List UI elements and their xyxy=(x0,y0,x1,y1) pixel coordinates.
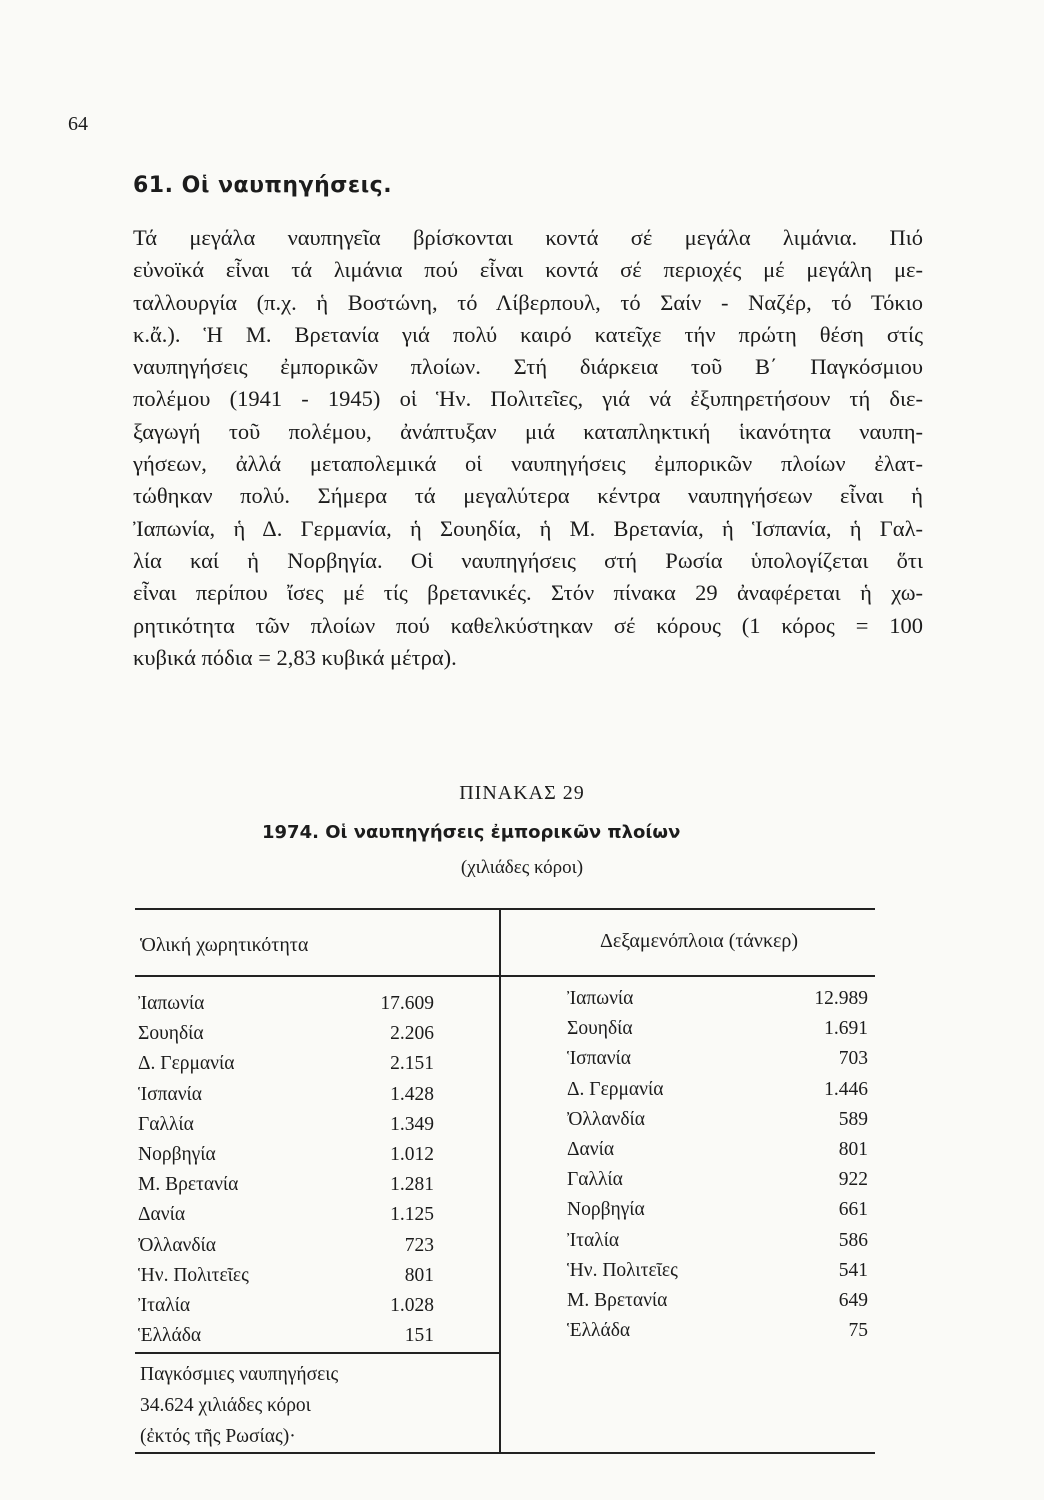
body-line: κυβικά πόδια = 2,83 κυβικά μέτρα). xyxy=(133,644,457,670)
section-title: 61. Οἱ ναυπηγήσεις. xyxy=(133,173,393,198)
table-cell-country: Ἰαπωνία xyxy=(138,993,205,1014)
table-cell-country: Ἡν. Πολιτεῖες xyxy=(138,1264,249,1286)
table-cell-value: 801 xyxy=(404,1264,434,1286)
table-cell-value: 1.349 xyxy=(390,1113,434,1135)
body-line: ταλλουργία (π.χ. ἡ Βοστώνη, τό Λίβερπουλ, τό Σαίν - Ναζέρ, τό Τόκιο xyxy=(133,289,923,315)
table-top-rule xyxy=(135,908,875,910)
table-cell-value: 1.691 xyxy=(824,1018,868,1040)
table-cell-value: 649 xyxy=(838,1290,868,1311)
table-cell-value: 703 xyxy=(838,1048,868,1070)
footer-line: 34.624 χιλιάδες κόροι xyxy=(140,1395,311,1416)
table-cell-country: Νορβηγία xyxy=(138,1144,216,1165)
table-cell-value: 541 xyxy=(838,1259,868,1281)
body-line: εἶναι περίπου ἴσες μέ τίς βρετανικές. Στόν πίνακα 29 ἀναφέρεται ἡ χω- xyxy=(133,580,923,606)
body-line: τώθηκαν πολύ. Σήμερα τά μεγαλύτερα κέντρα ναυπηγήσεων εἶναι ἡ xyxy=(133,483,923,509)
table-cell-country: Μ. Βρετανία xyxy=(567,1290,668,1311)
footer-line: (ἐκτός τῆς Ρωσίας)· xyxy=(140,1426,296,1447)
body-line: ρητικότητα τῶν πλοίων πού καθελκύστηκαν σέ κόρους (1 κόρος = 100 xyxy=(133,612,923,638)
table-cell-country: Δανία xyxy=(138,1204,186,1226)
table-bottom-rule xyxy=(135,1452,875,1454)
body-line: ναυπηγήσεις ἐμπορικῶν πλοίων. Στή διάρκεια τοῦ Β΄ Παγκόσμιου xyxy=(133,354,923,380)
table-cell-value: 1.446 xyxy=(824,1078,868,1100)
table-title: 1974. Οἱ ναυπηγήσεις ἐμπορικῶν πλοίων xyxy=(262,822,681,843)
table-cell-country: Ἰταλία xyxy=(567,1229,620,1251)
table-cell-value: 17.609 xyxy=(380,993,434,1014)
table-cell-country: Ἑλλάδα xyxy=(567,1320,631,1342)
table-cell-country: Γαλλία xyxy=(138,1113,194,1135)
table-header-rule xyxy=(135,975,875,977)
body-line: Τά μεγάλα ναυπηγεῖα βρίσκονται κοντά σέ μεγάλα λιμάνια. Πιό xyxy=(133,225,923,250)
body-line: λία καί ἡ Νορβηγία. Οἱ ναυπηγήσεις στή Ρωσία ὑπολογίζεται ὅτι xyxy=(133,547,923,573)
footer-line: Παγκόσμιες ναυπηγήσεις xyxy=(140,1364,339,1385)
table-cell-value: 922 xyxy=(838,1169,868,1191)
body-line: ξαγωγή τοῦ πολέμου, ἀνάπτυξαν μιά καταπληκτική ἱκανότητα ναυπη- xyxy=(133,418,923,444)
table-cell-country: Σουηδία xyxy=(138,1023,204,1045)
body-line: πολέμου (1941 - 1945) οἱ Ἡν. Πολιτεῖες, γιά νά ἐξυπηρετήσουν τή διε- xyxy=(133,386,923,412)
table-label: ΠΙΝΑΚΑΣ 29 xyxy=(459,782,585,804)
body-line: κ.ἄ.). Ἡ Μ. Βρετανία γιά πολύ καιρό κατεῖχε τήν πρώτη θέση στίς xyxy=(133,321,923,347)
table-column-divider xyxy=(499,908,501,1453)
table-cell-country: Δ. Γερμανία xyxy=(567,1078,664,1100)
table-cell-country: Ἑλλάδα xyxy=(138,1325,202,1347)
table-cell-country: Ἰταλία xyxy=(138,1295,191,1316)
table-cell-value: 75 xyxy=(848,1320,868,1342)
table-cell-value: 2.206 xyxy=(390,1023,434,1045)
table-cell-value: 1.125 xyxy=(390,1204,434,1226)
table-cell-value: 2.151 xyxy=(390,1053,434,1075)
left-column-header: Ὁλική χωρητικότητα xyxy=(140,934,309,956)
page-number: 64 xyxy=(68,113,88,135)
table-cell-country: Ἡν. Πολιτεῖες xyxy=(567,1259,678,1281)
table-cell-country: Ἰαπωνία xyxy=(567,988,634,1009)
table-cell-country: Ἱσπανία xyxy=(567,1048,632,1070)
table-cell-country: Γαλλία xyxy=(567,1169,623,1191)
table-cell-value: 12.989 xyxy=(814,988,868,1009)
table-cell-value: 1.281 xyxy=(390,1174,434,1196)
table-cell-country: Σουηδία xyxy=(567,1018,633,1040)
table-cell-value: 151 xyxy=(404,1325,434,1347)
body-line: Ἰαπωνία, ἡ Δ. Γερμανία, ἡ Σουηδία, ἡ Μ. Βρετανία, ἡ Ἱσπανία, ἡ Γαλ- xyxy=(133,515,923,541)
table-cell-country: Ἱσπανία xyxy=(138,1083,203,1105)
table-subtitle: (χιλιάδες κόροι) xyxy=(460,857,584,878)
table-cell-value: 723 xyxy=(404,1234,434,1256)
body-line: εὐνοϊκά εἶναι τά λιμάνια πού εἶναι κοντά σέ περιοχές μέ μεγάλη με- xyxy=(133,257,923,283)
table-cell-country: Ὀλλανδία xyxy=(138,1234,217,1256)
table-cell-value: 661 xyxy=(838,1199,868,1221)
table-footer-note xyxy=(140,1359,338,1452)
table-cell-value: 1.428 xyxy=(390,1083,434,1105)
table-cell-country: Δ. Γερμανία xyxy=(138,1053,235,1075)
table-cell-country: Νορβηγία xyxy=(567,1199,645,1221)
table-cell-value: 586 xyxy=(838,1229,868,1251)
table-cell-value: 1.012 xyxy=(390,1144,434,1165)
table-cell-country: Μ. Βρετανία xyxy=(138,1174,239,1196)
body-paragraph xyxy=(133,222,923,674)
table-cell-country: Δανία xyxy=(567,1139,615,1160)
table-cell-value: 589 xyxy=(838,1108,868,1130)
table-cell-country: Ὀλλανδία xyxy=(567,1108,646,1130)
table-cell-value: 1.028 xyxy=(390,1295,434,1316)
table-footer-rule xyxy=(135,1352,500,1354)
right-column-header: Δεξαμενόπλοια (τάνκερ) xyxy=(600,930,799,952)
body-line: γήσεων, ἀλλά μεταπολεμικά οἱ ναυπηγήσεις ἐμπορικῶν πλοίων ἐλατ- xyxy=(133,451,923,477)
table-cell-value: 801 xyxy=(838,1139,868,1160)
